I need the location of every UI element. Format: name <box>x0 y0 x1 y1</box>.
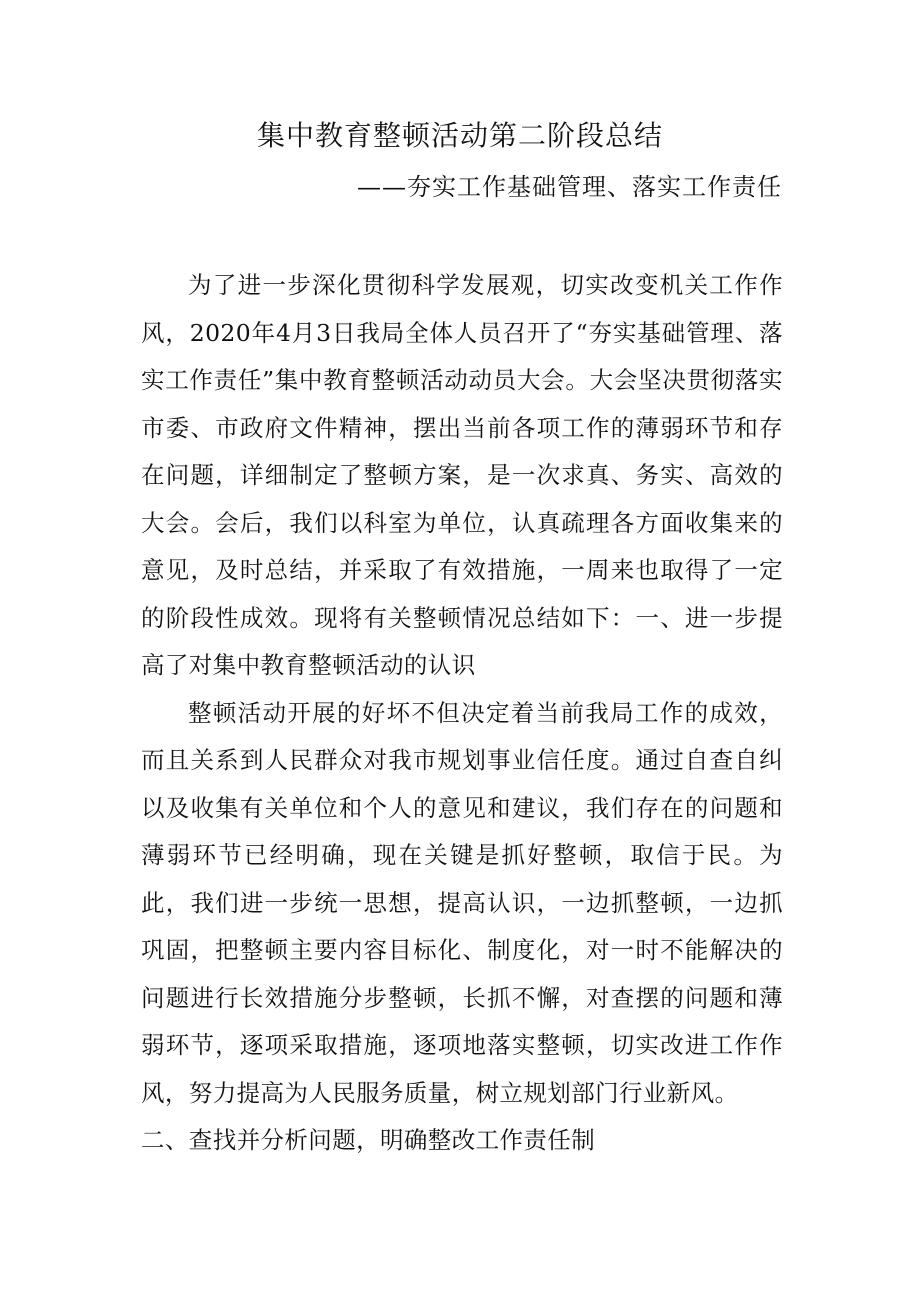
document-title: 集中教育整顿活动第二阶段总结 <box>256 119 663 152</box>
document-subtitle: ——夯实工作基础管理、落实工作责任 <box>357 173 782 201</box>
section-heading-two: 二、查找并分析问题，明确整改工作责任制 <box>141 1126 596 1154</box>
paragraph-rectification: 整顿活动开展的好坏不但决定着当前我局工作的成效，而且关系到人民群众对我市规划事业信任度。通过自查自纠以及收集有关单位和个人的意见和建议，我们存在的问题和薄弱环节已经明确，现在关键是抓好整顿，取信于民。为此，我们进一步统一思想，提高认识，一边抓整顿，一边抓巩固，把整顿主要内容目标化、制度化，对一时不能解决的问题进行长效措施分步整顿，长抓不懈，对查摆的问题和薄弱环节，逐项采取措施，逐项地落实整顿，切实改进工作作风，努力提高为人民服务质量，树立规划部门行业新风。 <box>141 698 783 1107</box>
paragraph-intro: 为了进一步深化贯彻科学发展观，切实改变机关工作作风，2020年4月3日我局全体人员召开了“夯实基础管理、落实工作责任”集中教育整顿活动动员大会。大会坚决贯彻落实市委、市政府文件精神，摆出当前各项工作的薄弱环节和存在问题，详细制定了整顿方案，是一次求真、务实、高效的大会。会后，我们以科室为单位，认真疏理各方面收集来的意见，及时总结，并采取了有效措施，一周来也取得了一定的阶段性成效。现将有关整顿情况总结如下：一、进一步提高了对集中教育整顿活动的认识 <box>141 271 783 679</box>
document-body <box>141 262 783 1165</box>
